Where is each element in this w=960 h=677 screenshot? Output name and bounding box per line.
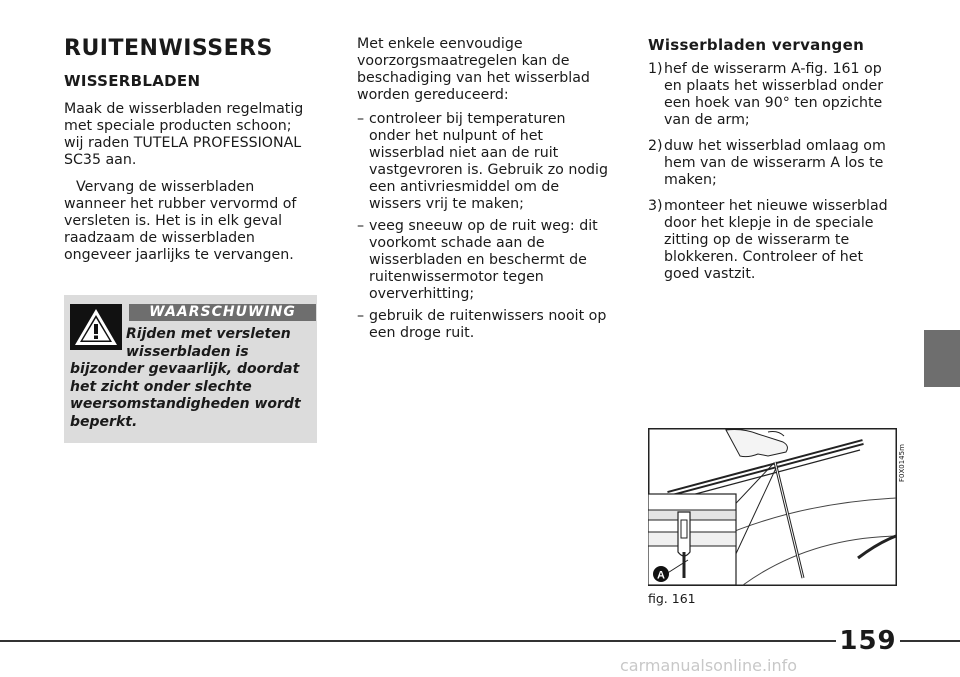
subsection-title: WISSERBLADEN <box>64 72 201 90</box>
column-1 <box>64 36 316 264</box>
warning-box <box>64 295 317 443</box>
list-item: – controleer bij temperaturen onder het nulpunt of het wisserblad niet aan de ruit vastgevroren is. Gebruik zo nodig een antivriesmiddel om de wissers vrij te maken; <box>357 111 608 212</box>
list-item: – veeg sneeuw op de ruit weg: dit voorkomt schade aan de wisserbladen en beschermt de ruitenwissermotor tegen oververhitting; <box>357 218 598 302</box>
section-title: RUITENWISSERS <box>64 36 273 61</box>
warning-text: Rijden met versleten wisserbladen is bijzonder gevaarlijk, doordat het zicht onder slechte weersomstandigheden wordt beperkt. <box>70 326 301 430</box>
precautions-list <box>357 111 609 342</box>
wiper-illustration <box>648 428 897 586</box>
step-item: 2) duw het wisserblad omlaag om hem van de wisserarm A los te maken; <box>648 138 886 188</box>
warning-label: WAARSCHUWING <box>129 304 316 321</box>
footer-rule <box>0 640 960 642</box>
figure-caption: fig. 161 <box>648 591 696 606</box>
section-tab <box>924 330 960 387</box>
step-item: 1) hef de wisserarm A-fig. 161 op en plaats het wisserblad onder een hoek van 90° ten opzichte van de arm; <box>648 61 884 128</box>
figure-code: F0X0145m <box>898 444 906 482</box>
intro-paragraph: Met enkele eenvoudige voorzorgsmaatregelen kan de beschadiging van het wisserblad worden gereduceerd: <box>357 36 590 103</box>
callout-a: A <box>657 569 665 582</box>
procedure-steps <box>648 61 900 283</box>
watermark: carmanualsonline.info <box>620 656 798 675</box>
column-3 <box>648 36 900 292</box>
paragraph-cleaning: Maak de wisserbladen regelmatig met speciale producten schoon; wij raden TUTELA PROFESSIONAL SC35 aan. <box>64 101 304 168</box>
step-item: 3) monteer het nieuwe wisserblad door het klepje in de speciale zitting op de wisserarm te blokkeren. Controleer of het goed vastzit. <box>648 198 888 282</box>
column-2 <box>357 36 609 347</box>
procedure-title: Wisserbladen vervangen <box>648 36 865 54</box>
list-item: – gebruik de ruitenwissers nooit op een droge ruit. <box>357 308 607 341</box>
paragraph-replace: Vervang de wisserbladen wanneer het rubber vervormd of versleten is. Het is in elk geval raadzaam de wisserbladen ongeveer jaarlijks te vervangen. <box>64 179 297 263</box>
page-number: 159 <box>836 627 900 655</box>
